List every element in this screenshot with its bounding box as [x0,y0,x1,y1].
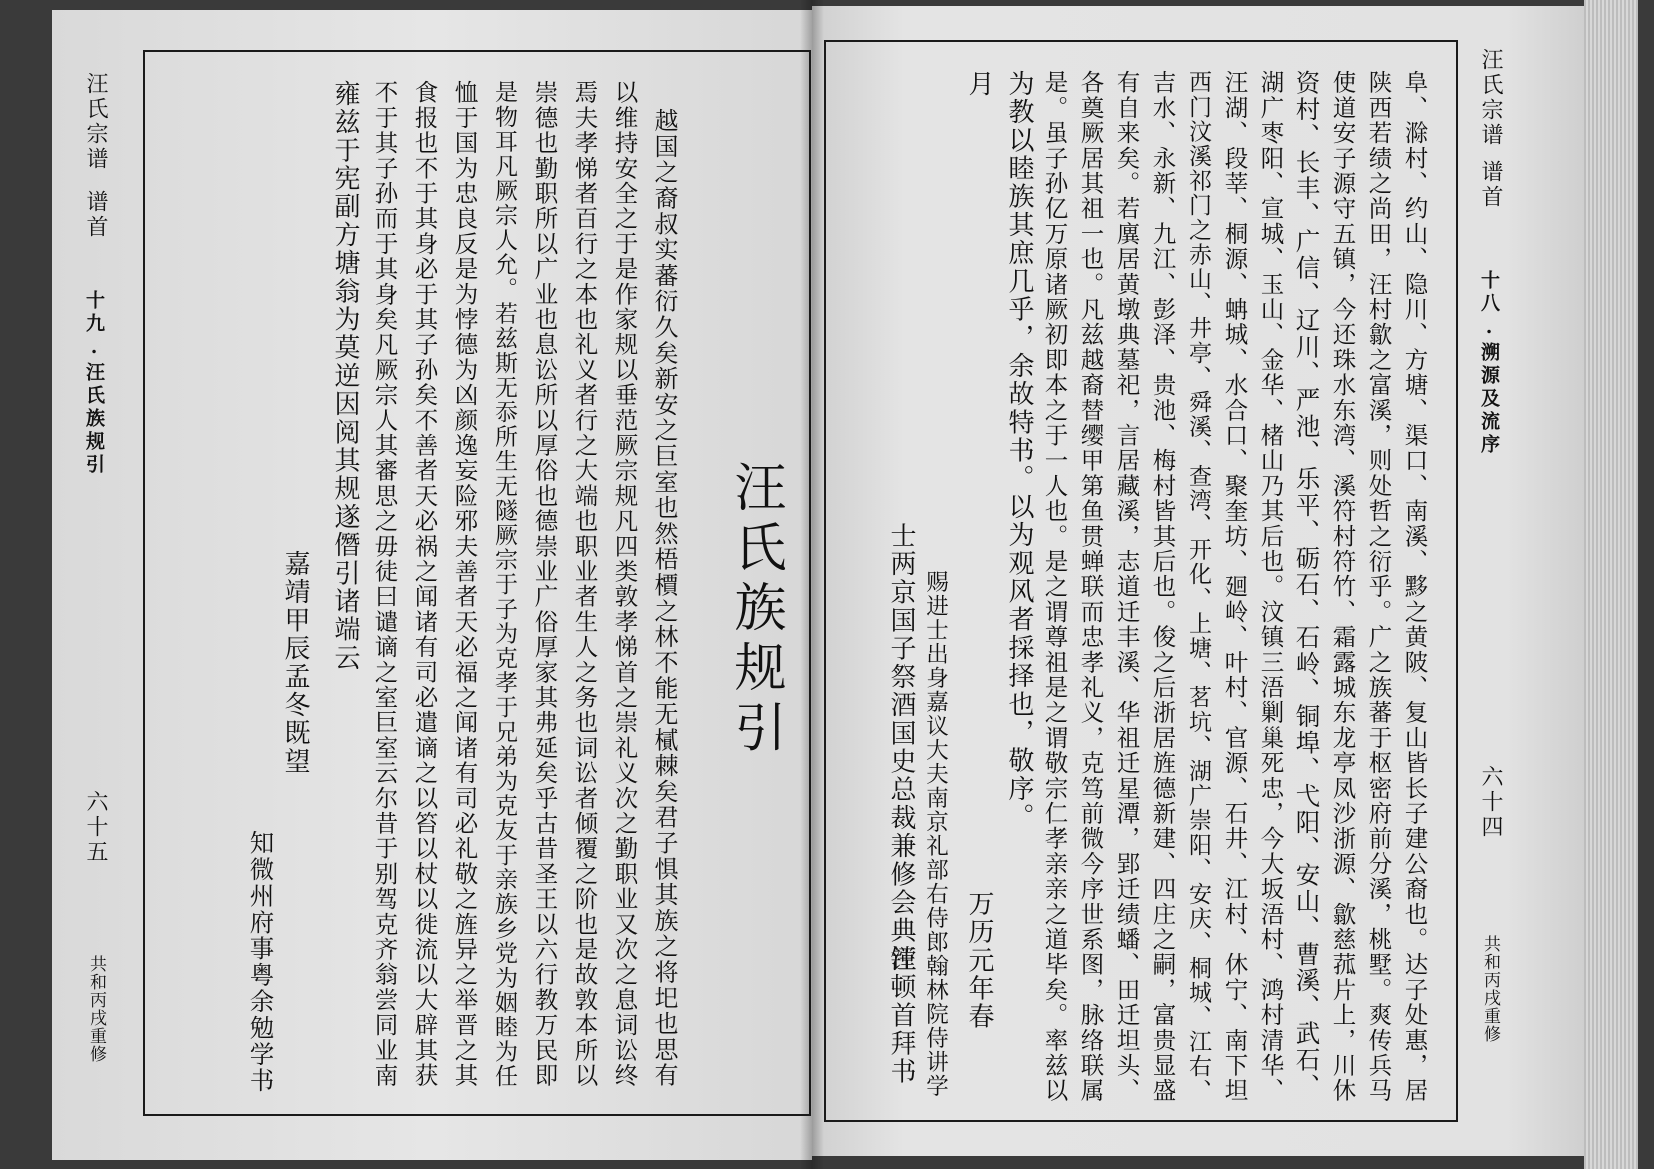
left-signature: 知微州府事粤余勉学书 [246,830,276,1094]
left-edition: 共和丙戌重修 [86,955,106,1063]
right-signature-name: 镗顿首拜书 [886,945,916,1086]
right-body-col-6: 汪湖、段莘、桐源、蚺城、水合口、聚奎坊、廻岭、叶村、官源、石井、江村、休宁、南下坦 [1220,70,1249,1104]
right-chapter: 十八.溯源及流序 [1478,270,1500,457]
left-body-col-8: 不于其子孙而于其身矣凡厥宗人其審思之毋徒曰谴谪之室巨室云尔昔于别驾克齐翁尝同业南 [370,80,399,1088]
left-body-col-6: 恤于国为忠良反是为悖德为凶颜逸妄险邪夫善者天必福之闻诸有司必礼敬之旌异之举晋之其 [450,80,479,1088]
right-body-col-3: 使道安子源守五镇，今还珠水东湾、溪符村符竹、霜露城东龙亭凤沙浙源、歙慈菰片上，川休 [1328,70,1357,1104]
left-section: 谱首 [83,190,108,240]
right-body-col-9: 有自来矣。若廙居黄墩典墓祀，言居藏溪，志道迁丰溪、华祖迁星潭，郢迁绩蟠、田迁坦头、 [1112,70,1141,1104]
right-body-col-4: 资村、长丰、广信、辽川、严池、乐平、砺石、石岭、铜埠、弋阳、安山、曹溪、武石、 [1292,70,1322,1100]
right-body-col-12: 为教以睦族其庶几乎，余故特书。以为观风者採择也，敬序。 [1004,70,1034,832]
right-page-number: 六十四 [1478,765,1503,840]
right-body-col-5: 湖广枣阳、宣城、玉山、金华、楮山乃其后也。汶镇三浯剿巢死忠，今大坂浯村、鸿村清华、 [1256,70,1285,1104]
right-signature-line-1: 赐进士出身嘉议大夫南京礼部右侍郎翰林院侍讲学 [922,570,949,1098]
left-body-col-4: 崇德也勤职所以广业也息讼所以厚俗也德崇业广俗厚家其弗延矣乎古昔圣王以六行教万民即 [530,80,559,1088]
right-book-title: 汪氏宗谱 [1478,48,1503,148]
left-body-col-5: 是物耳凡厥宗人允。若兹斯无忝所生无隧厥宗于子为克孝于兄弟为克友于亲族乡党为姻睦为任 [491,80,517,1089]
page-title: 汪氏族规引 [725,460,785,760]
left-date-line: 嘉靖甲辰孟冬既望 [280,550,310,776]
right-body-col-1: 阜、滁村、约山、隐川、方塘、渠口、南溪、黟之黄陂、复山皆长子建公裔也。达子处惠，居 [1400,70,1429,1104]
right-body-col-2: 陕西若绩之尚田，汪村歙之富溪，则处哲之衍乎。广之族蕃于枢密府前分溪，桃墅。爽传兵马 [1364,70,1393,1104]
left-book-title: 汪氏宗谱 [83,72,108,172]
left-page-number: 六十五 [83,790,108,865]
page-edges [1584,0,1638,1169]
left-body-col-2: 以维持安全之于是作家规以垂范厥宗规凡四类敦孝悌首之崇礼义次之勤职业又次之息词讼终 [610,80,639,1088]
right-date-line: 万历元年春 [964,890,994,1031]
left-body-col-7: 食报也不于其身必于其子孙矣不善者天必祸之闻诸有司必遣谪之以笞以杖以徙流以大辟其获 [410,80,439,1088]
right-body-col-7: 西门汶溪祁门之赤山、井亭、舜溪、查湾、开化、上塘、茗坑、湖广崇阳、安庆、桐城、江右、 [1185,70,1211,1104]
right-edition: 共和丙戌重修 [1480,935,1500,1043]
right-month: 月 [964,70,994,99]
right-section: 谱首 [1478,160,1503,210]
left-body-col-3: 焉夫孝悌者百行之本也礼义者行之大端也职业者生人之务也词讼者倾覆之阶也是故敦本所以 [570,80,599,1088]
right-body-col-11: 是。虽子孙亿万原诸厥初即本之于一人也。是之谓尊祖是之谓敬宗仁孝亲亲之道毕矣。率兹以 [1040,70,1069,1104]
right-body-col-10: 各奠厥居其祖一也。凡兹越裔替缨甲第鱼贯蝉联而忠孝礼义，克笃前微今序世系图，脉络联属 [1076,70,1105,1104]
left-body-col-9: 雍兹于宪副方塘翁为莫逆因阅其规遂僭引诸端云 [330,80,360,673]
right-page-frame [824,40,1458,1122]
right-signature-line-2: 士两京国子祭酒国史总裁兼修会典汪 [886,522,916,974]
left-chapter: 十九.汪氏族规引 [83,290,105,477]
right-body-col-8: 吉水、永新、九江、彭泽、贵池、梅村皆其后也。俊之后浙居旌德新建、四庄之嗣，富贵显盛 [1148,70,1177,1104]
left-body-col-1: 越国之裔叔实蕃衍久矣新安之巨室也然梧檟之林不能无樲棘矣君子惧其族之将圯也思有 [650,108,678,1089]
